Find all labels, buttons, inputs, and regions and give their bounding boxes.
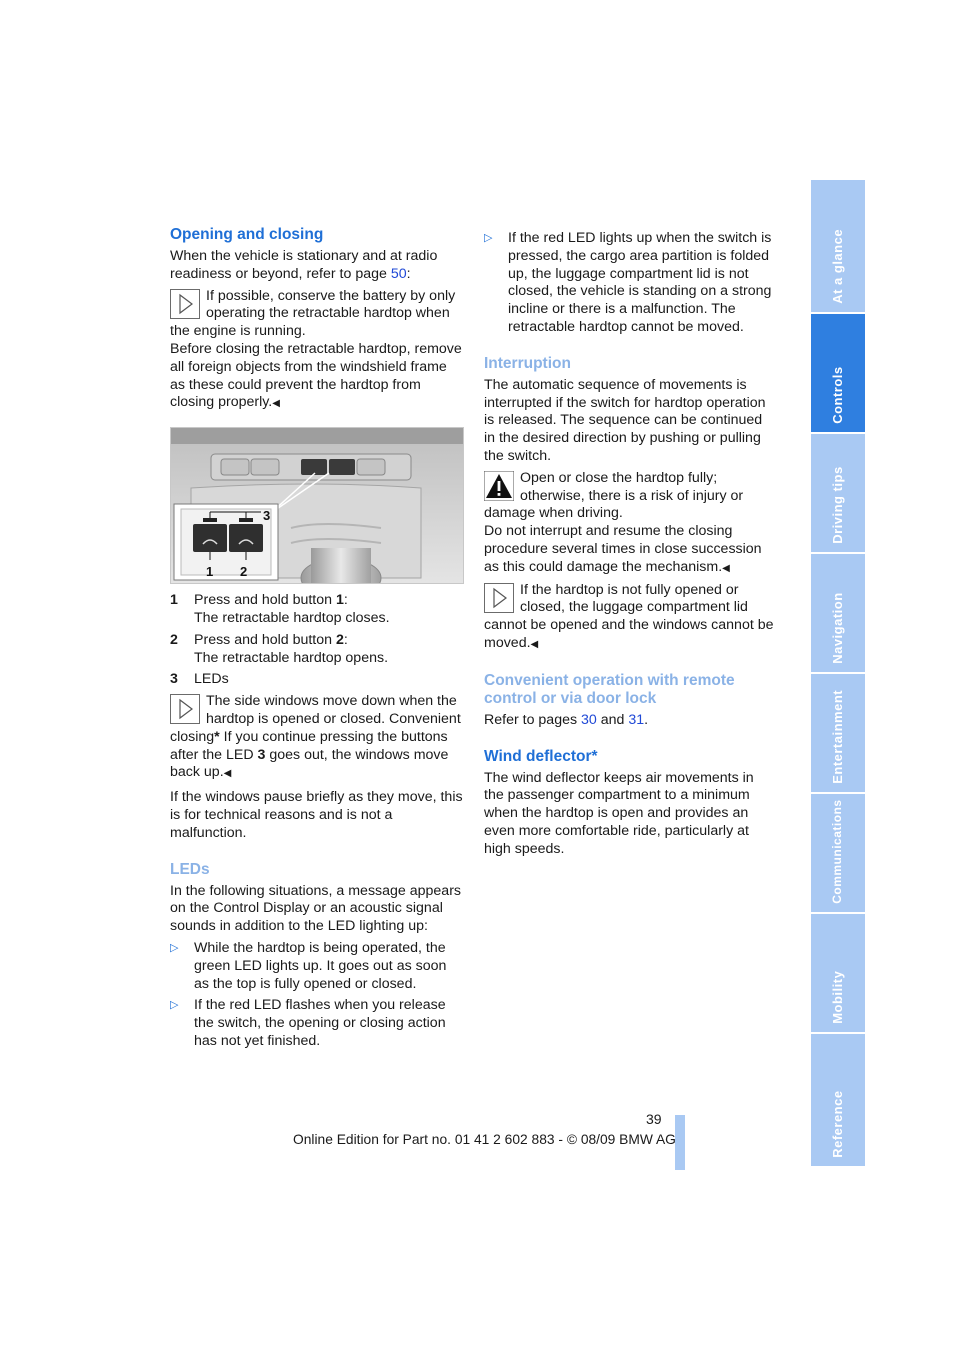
list-item: ▷ If the red LED lights up when the switch is pressed, the cargo area partition is folded up, the luggage compartment lid is not closed, the vehicle is standing on a strong incline or there is a malfunction. The retractable hardtop cannot be moved.	[484, 230, 772, 335]
tab-entertainment[interactable]: Entertainment	[811, 674, 865, 794]
callout-2: 2	[240, 564, 248, 580]
tab-driving-tips[interactable]: Driving tips	[811, 434, 865, 554]
leds-bullets	[170, 940, 464, 1051]
page-marker-bar	[675, 1115, 685, 1170]
callout-3: 3	[263, 508, 271, 524]
side-windows-note: The side windows move down when the hardtop is opened or closed. Convenient closing* If you continue pressing the buttons after the LED 3 goes out, the windows move back up.◀	[170, 693, 461, 781]
left-column	[170, 226, 464, 1051]
red-led-bullets	[484, 230, 776, 337]
interruption-warning-cont: Do not interrupt and resume the closing procedure several times in close succession as this could damage the mechanism.◀	[484, 523, 762, 575]
note-triangle-icon	[170, 289, 200, 319]
hardtop-switch-figure	[170, 427, 464, 584]
list-item: ▷ If the red LED flashes when you release the switch, the opening or closing action has not yet finished.	[170, 997, 446, 1049]
end-mark-icon: ◀	[530, 638, 539, 650]
legend-item-3: 3 LEDs	[170, 671, 229, 688]
bullet-triangle-icon: ▷	[170, 941, 179, 954]
footer-text: Online Edition for Part no. 01 41 2 602 883 - © 08/09 BMW AG	[293, 1132, 676, 1147]
remote-heading: Convenient operation with remote control or via door lock	[484, 671, 735, 707]
interruption-heading: Interruption	[484, 354, 571, 372]
tab-mobility[interactable]: Mobility	[811, 914, 865, 1034]
end-mark-icon: ◀	[223, 768, 232, 780]
bullet-triangle-icon: ▷	[484, 232, 493, 244]
page-31-link[interactable]: 31	[628, 711, 645, 728]
foreign-objects-text: Before closing the retractable hardtop, remove all foreign objects from the windshield frame as these could prevent the hardtop from closing properly.◀	[170, 340, 462, 411]
wind-deflector-text: The wind deflector keeps air movements in the passenger compartment to a minimum when the hardtop is open and provides an even more comfortable ride, particularly at high speeds.	[484, 769, 754, 857]
leds-heading: LEDs	[170, 860, 210, 878]
bullet-triangle-icon: ▷	[170, 999, 179, 1012]
right-column	[484, 226, 776, 859]
tab-communications[interactable]: Communications	[811, 794, 865, 914]
leds-intro: In the following situations, a message appears on the Control Display or an acoustic signal sounds in addition to the LED lighting up:	[170, 882, 462, 935]
note-triangle-icon	[170, 694, 200, 724]
hardtop-not-opened-note: If the hardtop is not fully opened or closed, the luggage compartment lid cannot be opened and the windows cannot be moved.◀	[484, 581, 774, 651]
list-item: ▷ While the hardtop is being operated, the green LED lights up. It goes out as soon as the top is fully opened or closed.	[170, 939, 447, 992]
legend-item-2: 2 Press and hold button 2: The retractable hardtop opens.	[170, 631, 389, 666]
chapter-sidebar	[811, 180, 865, 1166]
battery-note-text: If possible, conserve the battery by only operating the retractable hardtop when the engine is running.	[170, 287, 456, 340]
end-mark-icon: ◀	[272, 398, 280, 410]
opening-closing-intro: When the vehicle is stationary and at radio readiness or beyond, refer to page 50:	[170, 248, 438, 282]
note-triangle-icon	[484, 583, 514, 613]
wind-deflector-heading: Wind deflector*	[484, 747, 598, 765]
interruption-text: The automatic sequence of movements is interrupted if the switch for hardtop operation is released. The sequence can be continued in the desired direction by pushing or pulling the switch.	[484, 376, 766, 464]
remote-text: Refer to pages 30 and 31.	[484, 711, 649, 728]
tab-at-a-glance[interactable]: At a glance	[811, 180, 865, 314]
callout-1: 1	[206, 564, 214, 580]
warning-icon	[484, 471, 514, 501]
legend-item-1: 1 Press and hold button 1: The retractable hardtop closes.	[170, 592, 390, 626]
tab-reference[interactable]: Reference	[811, 1034, 865, 1166]
pause-text: If the windows pause briefly as they move, this is for technical reasons and is not a malfunction.	[170, 789, 463, 841]
opening-closing-heading: Opening and closing	[170, 226, 324, 243]
optional-equipment-star-icon: *	[214, 728, 220, 745]
battery-note	[170, 288, 464, 341]
tab-controls[interactable]: Controls	[811, 314, 865, 434]
page-number: 39	[646, 1111, 662, 1127]
button-legend	[170, 592, 464, 689]
tab-navigation[interactable]: Navigation	[811, 554, 865, 674]
interruption-warning: Open or close the hardtop fully; otherwise, there is a risk of injury or damage when driving.	[484, 469, 744, 522]
page-50-link[interactable]: 50	[390, 265, 407, 282]
console-illustration	[171, 428, 463, 583]
page-30-link[interactable]: 30	[581, 711, 597, 728]
end-mark-icon: ◀	[722, 562, 730, 574]
